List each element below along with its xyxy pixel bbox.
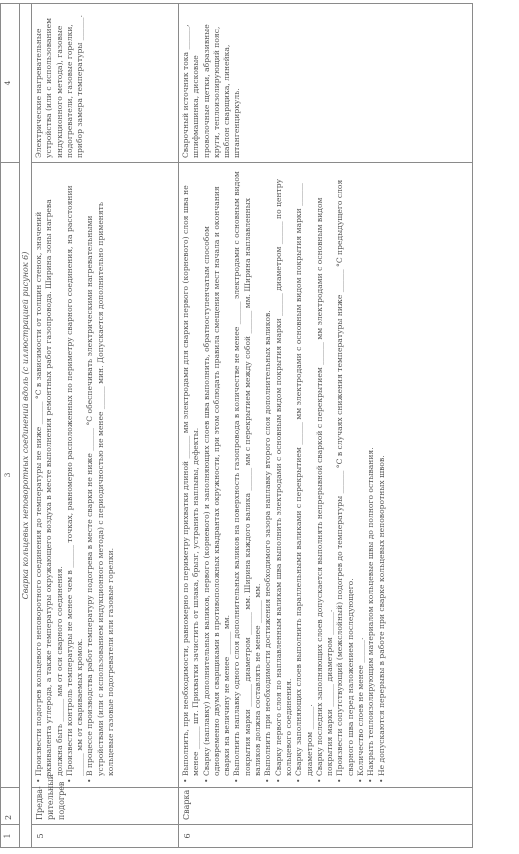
section-row bbox=[20, 4, 32, 848]
stage-name: Предва-рительный подогрев bbox=[32, 788, 179, 825]
header-col-1: 1 bbox=[1, 825, 20, 848]
instruction-item: • Количество слоев не менее ______. bbox=[356, 167, 366, 783]
instruction-item: • В процессе производства работ температуру подогрева в месте сварки не ниже ______ °С обеспечивать электрическими нагревательными устройствами (или с использованием индукционного метода) с периодичностью не менее ______ мин. Допускается дополнительно применять кольцевые газовые подогреватели или газовые горелки. bbox=[85, 167, 116, 783]
instruction-list bbox=[34, 167, 116, 783]
instruction-item: • Выполнить наплавку одного слоя дополнительных валиков на поверхность газопровода в количестве не менее ______ электродами с основным видом покрытия марки ______ диаметром ______ мм. Ширина каждого валика ______ мм с перекрытием между собой ______ мм. Ширина наплавленных валиков должна составлять не менее ______ мм. bbox=[232, 167, 263, 783]
header-col-3: 3 bbox=[1, 163, 20, 788]
header-row bbox=[1, 4, 20, 848]
equipment-cell: Электрические нагревательные устройства (или с использованием индукционного метода), газовые подогреватели, газовые горелки, прибор замера температуры ______. bbox=[32, 4, 179, 163]
instruction-item: • Выполнить, при необходимости, равномерно по периметру прихватки длиной ______ мм электродами для сварки первого (корневого) слоя шва не менее ______ шт. Прихватки зачистить от шлака, брызг, устранить наплывы, дефекты. bbox=[181, 167, 202, 783]
equipment-cell: Сварочный источник тока ______, шлифмашинка, дисковые проволочные щетки, абразивные круги, теплоизолирующий пояс, шаблон сварщика, линейка, штангенциркуль. bbox=[179, 4, 473, 163]
stage-name: Сварка bbox=[179, 788, 473, 825]
instruction-item: • Сварку (наплавку) дополнительных валиков, первого (корневого) и заполняющих слоев шва выполнить, обратноступенчатым способом одновременно двумя сварщиками в противоположных квадрантах окружности, при этом соблюдать правила смещения мест начала и окончания сварки на величину не менее ______ мм. bbox=[202, 167, 233, 783]
instruction-item: • Сварку последних заполняющих слоев допускается выполнять непрерывной сваркой с перекрытием ______ мм электродами с основным видом покрытия марки ______ диаметром ______. bbox=[315, 167, 336, 783]
table-row bbox=[32, 4, 179, 848]
instruction-list bbox=[181, 167, 387, 783]
instruction-item: • Произвести сопутствующий (межслойный) подогрев до температуры ______ °С в случаях снижения температуры ниже ______ °С предыдущего слоя сварного шва перед наложением последующего. bbox=[335, 167, 356, 783]
table-row bbox=[179, 4, 473, 848]
instruction-item: • Накрыть теплоизолирующим материалом кольцевые швы до полного остывания. bbox=[366, 167, 376, 783]
instruction-item: • Сварку первого слоя по наплавленным валикам шва выполнить электродами с основным видом покрытия марки ______ диаметром ______ по центру кольцевого соединения. bbox=[274, 167, 295, 783]
header-col-4: 4 bbox=[1, 4, 20, 163]
section-title: Сварка кольцевых неповоротных соединений вдоль (с иллюстрацией рисунок 6) bbox=[20, 4, 32, 848]
row-number: 5 bbox=[32, 825, 179, 848]
instruction-item: • Выполнить при необходимости достижения необходимого зазора наплавку второго слоя дополнительных валиков. bbox=[263, 167, 273, 783]
instruction-item: • Сварку заполняющих слоев выполнить параллельными валиками с перекрытием ______ мм электродами с основным видом покрытия марки ______ диаметром ______. bbox=[294, 167, 315, 783]
instruction-item: • Не допускаются перерывы в работе при сварке кольцевых неповоротных швов. bbox=[377, 167, 387, 783]
process-table bbox=[0, 3, 473, 848]
instruction-item: • Произвести контроль температуры не менее чем в ______ точках, равномерно расположенных по периметру сварного соединения, на расстоянии ______ мм от свариваемых кромок. bbox=[65, 167, 86, 783]
row-number: 6 bbox=[179, 825, 473, 848]
instructions-cell bbox=[179, 163, 473, 788]
header-col-2: 2 bbox=[1, 788, 20, 825]
instruction-item: • Произвести подогрев кольцевого неповоротного соединения до температуры не ниже ______ °С в зависимости от толщин стенок, значений эквивалента углерода, а также температуры окружающего воздуха в месте выполнения ремонтных работ газопровода. Ширина зоны нагрева должна быть ______ мм от оси сварного соединения. bbox=[34, 167, 65, 783]
instructions-cell bbox=[32, 163, 179, 788]
